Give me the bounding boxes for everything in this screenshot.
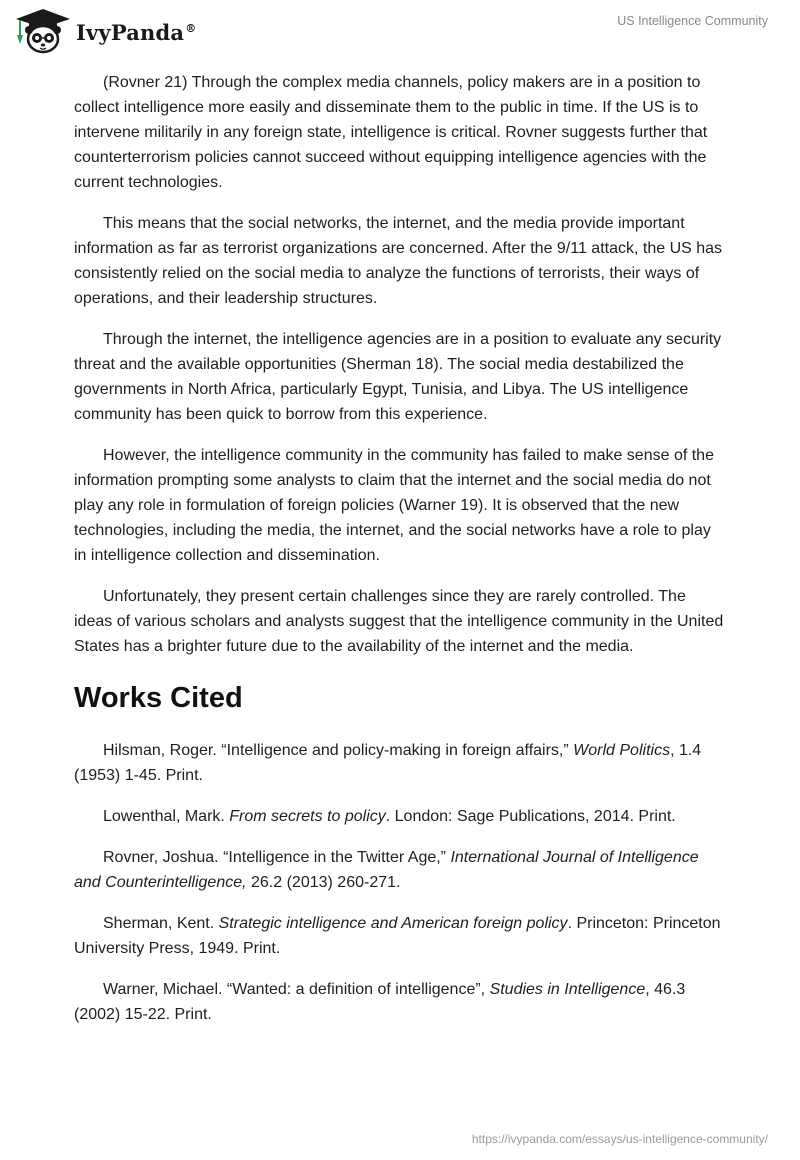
citation-author-title: Warner, Michael. “Wanted: a definition of intelligence”, (103, 981, 490, 998)
citation-author-title: Hilsman, Roger. “Intelligence and policy-making in foreign affairs,” (103, 742, 574, 759)
citation-entry (74, 977, 726, 1027)
citation-author-title: Sherman, Kent. (103, 915, 219, 932)
document-title: US Intelligence Community (617, 14, 768, 28)
citation-source: From secrets to policy (229, 808, 386, 825)
brand-name-text: IvyPanda (76, 19, 185, 45)
citation-details: , 1.4 (1953) 1-45. Print. (74, 742, 702, 784)
citation-source: World Politics (573, 742, 671, 759)
registered-mark: ® (185, 21, 197, 35)
citation-source: Studies in Intelligence (489, 981, 646, 998)
body-paragraph: (Rovner 21) Through the complex media channels, policy makers are in a position to collect intelligence more easily and disseminate them to the public in time. If the US is to intervene militarily in any foreign state, intelligence is critical. Rovner suggests further that counterterrorism policies cannot succeed without equipping intelligence agencies with the current technologies. (74, 74, 708, 191)
citation-entry (74, 845, 726, 895)
citation-author-title: Lowenthal, Mark. (103, 808, 230, 825)
essay-content (74, 70, 726, 1043)
body-paragraph: Unfortunately, they present certain challenges since they are rarely controlled. The ideas of various scholars and analysts suggest that the intelligence community in the United States has a brighter future due to the availability of the internet and the media. (74, 588, 724, 655)
body-paragraph: This means that the social networks, the internet, and the media provide important information as far as terrorist organizations are concerned. After the 9/11 attack, the US has consistently relied on the social media to analyze the functions of terrorists, their ways of operations, and their leadership structures. (74, 215, 723, 307)
brand-logo[interactable] (14, 8, 196, 56)
citation-details: . London: Sage Publications, 2014. Print. (385, 808, 676, 825)
citation-source: International Journal of Intelligence and Counterintelligence, (74, 849, 699, 891)
citation-author-title: Rovner, Joshua. “Intelligence in the Twitter Age,” (103, 849, 451, 866)
source-url-link[interactable]: https://ivypanda.com/essays/us-intelligence-community/ (471, 1132, 768, 1146)
citation-details: , 46.3 (2002) 15-22. Print. (74, 981, 686, 1023)
citation-details: 26.2 (2013) 260-271. (246, 874, 401, 891)
citation-entry (74, 738, 726, 788)
citation-entry (74, 804, 726, 829)
brand-name (76, 20, 196, 45)
body-paragraph: Through the internet, the intelligence agencies are in a position to evaluate any security threat and the available opportunities (Sherman 18). The social media destabilized the governments in North Africa, particularly Egypt, Tunisia, and Libya. The US intelligence community has been quick to borrow from this experience. (74, 331, 722, 423)
works-cited-heading: Works Cited (74, 682, 243, 714)
body-paragraph: However, the intelligence community in the community has failed to make sense of the information prompting some analysts to claim that the internet and the social media do not play any role in formulation of foreign policies (Warner 19). It is observed that the new technologies, including the media, the internet, and the social networks have a role to play in intelligence collection and dissemination. (74, 447, 714, 564)
citation-details: . Princeton: Princeton University Press, 1949. Print. (74, 915, 721, 957)
citation-source: Strategic intelligence and American foreign policy (218, 915, 568, 932)
page-header (0, 0, 800, 60)
citation-entry (74, 911, 726, 961)
panda-graduate-icon (14, 8, 72, 56)
